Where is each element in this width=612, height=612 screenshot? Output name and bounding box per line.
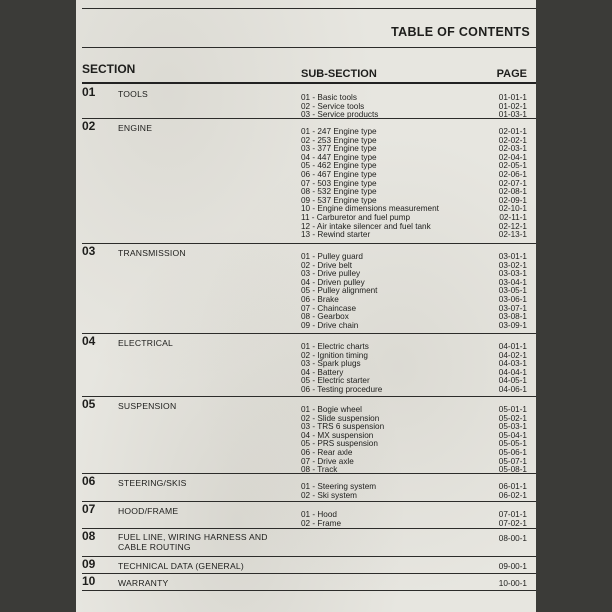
page-ref-02-6: 02-06-1 bbox=[498, 170, 527, 179]
page-ref-05-5: 05-05-1 bbox=[498, 439, 527, 449]
subsection-item-02-9: 09 - 537 Engine type bbox=[301, 195, 377, 205]
subsection-item-06-1: 01 - Steering system bbox=[301, 482, 377, 491]
page-ref-03-1: 03-01-1 bbox=[498, 252, 527, 261]
page-ref-10-1: 10-00-1 bbox=[498, 579, 527, 588]
section-number-04: 04 bbox=[82, 334, 96, 348]
subsection-item-05-5: 05 - PRS suspension bbox=[301, 439, 378, 449]
section-name-05: SUSPENSION bbox=[118, 401, 177, 411]
subsection-item-05-4: 04 - MX suspension bbox=[301, 430, 374, 440]
section-number-09: 09 bbox=[82, 557, 96, 571]
page-ref-07-1: 07-01-1 bbox=[498, 510, 527, 519]
section-name-07: HOOD/FRAME bbox=[118, 506, 179, 516]
subsection-item-03-9: 09 - Drive chain bbox=[301, 320, 359, 330]
page-ref-04-2: 04-02-1 bbox=[498, 350, 527, 360]
subsection-item-01-2: 02 - Service tools bbox=[301, 101, 365, 111]
page-ref-02-2: 02-02-1 bbox=[498, 135, 527, 145]
subsection-item-02-12: 12 - Air intake silencer and fuel tank bbox=[301, 221, 431, 231]
page-ref-04-5: 04-05-1 bbox=[498, 376, 527, 386]
subsection-item-07-2: 02 - Frame bbox=[301, 518, 342, 528]
page-ref-02-9: 02-09-1 bbox=[498, 195, 527, 205]
section-name-04: ELECTRICAL bbox=[118, 338, 174, 348]
subsection-item-03-2: 02 - Drive belt bbox=[301, 260, 352, 270]
page-ref-03-9: 03-09-1 bbox=[498, 320, 527, 330]
section-divider bbox=[82, 573, 536, 574]
page-ref-01-3: 01-03-1 bbox=[498, 110, 527, 120]
section-divider bbox=[82, 590, 536, 591]
subsection-item-02-13: 13 - Rewind starter bbox=[301, 230, 371, 240]
section-divider bbox=[82, 118, 536, 119]
subsection-item-04-4: 04 - Battery bbox=[301, 367, 344, 377]
page-ref-03-2: 03-02-1 bbox=[498, 260, 527, 270]
section-divider bbox=[82, 501, 536, 502]
section-number-10: 10 bbox=[82, 574, 96, 588]
page-ref-04-3: 04-03-1 bbox=[498, 359, 527, 369]
subsection-item-03-4: 04 - Driven pulley bbox=[301, 277, 365, 287]
header-rule bbox=[82, 82, 536, 84]
section-divider bbox=[82, 333, 536, 334]
subsection-item-04-6: 06 - Testing procedure bbox=[301, 385, 383, 394]
section-number-06: 06 bbox=[82, 474, 96, 488]
page-ref-02-5: 02-05-1 bbox=[498, 161, 527, 171]
subsection-item-02-1: 01 - 247 Engine type bbox=[301, 127, 377, 136]
section-divider bbox=[82, 243, 536, 244]
subsection-item-02-10: 10 - Engine dimensions measurement bbox=[301, 204, 439, 214]
subsection-item-02-5: 05 - 462 Engine type bbox=[301, 161, 377, 171]
page-ref-02-4: 02-04-1 bbox=[498, 152, 527, 162]
page-ref-09-1: 09-00-1 bbox=[498, 562, 527, 571]
subsection-item-02-8: 08 - 532 Engine type bbox=[301, 187, 377, 197]
subsection-item-05-6: 06 - Rear axle bbox=[301, 448, 353, 457]
section-number-03: 03 bbox=[82, 244, 96, 258]
subsection-item-01-3: 03 - Service products bbox=[301, 110, 379, 120]
page-ref-04-4: 04-04-1 bbox=[498, 367, 527, 377]
subsection-item-04-1: 01 - Electric charts bbox=[301, 342, 369, 351]
subsection-item-02-2: 02 - 253 Engine type bbox=[301, 135, 377, 145]
subsection-item-04-5: 05 - Electric starter bbox=[301, 376, 370, 386]
page-ref-05-3: 05-03-1 bbox=[498, 422, 527, 432]
page-ref-04-1: 04-01-1 bbox=[498, 342, 527, 351]
page-ref-01-2: 01-02-1 bbox=[498, 101, 527, 111]
page-ref-05-6: 05-06-1 bbox=[498, 448, 527, 457]
section-name-01: TOOLS bbox=[118, 89, 148, 99]
section-header: SECTION bbox=[82, 62, 136, 76]
subsection-item-05-1: 01 - Bogie wheel bbox=[301, 405, 362, 414]
page-ref-02-1: 02-01-1 bbox=[498, 127, 527, 136]
section-number-02: 02 bbox=[82, 119, 96, 133]
subsection-header: SUB-SECTION bbox=[301, 68, 377, 80]
page-ref-05-4: 05-04-1 bbox=[498, 430, 527, 440]
subsection-item-03-7: 07 - Chaincase bbox=[301, 303, 357, 313]
page-ref-02-8: 02-08-1 bbox=[498, 187, 527, 197]
subsection-item-03-1: 01 - Pulley guard bbox=[301, 252, 363, 261]
page-ref-05-1: 05-01-1 bbox=[498, 405, 527, 414]
subsection-item-03-8: 08 - Gearbox bbox=[301, 312, 349, 322]
page-ref-05-7: 05-07-1 bbox=[498, 456, 527, 466]
subsection-item-02-6: 06 - 467 Engine type bbox=[301, 170, 377, 179]
section-name-02: ENGINE bbox=[118, 123, 153, 133]
page-ref-08-1: 08-00-1 bbox=[498, 534, 527, 543]
subsection-item-04-3: 03 - Spark plugs bbox=[301, 359, 361, 369]
page-ref-05-8: 05-08-1 bbox=[498, 465, 527, 475]
section-divider bbox=[82, 473, 536, 474]
page-ref-03-6: 03-06-1 bbox=[498, 295, 527, 304]
document-page bbox=[76, 0, 536, 612]
section-divider bbox=[82, 556, 536, 557]
subsection-item-03-3: 03 - Drive pulley bbox=[301, 269, 361, 279]
title-rule bbox=[82, 47, 536, 48]
section-divider bbox=[82, 528, 536, 529]
page-ref-03-4: 03-04-1 bbox=[498, 277, 527, 287]
page-ref-02-10: 02-10-1 bbox=[498, 204, 527, 214]
subsection-item-01-1: 01 - Basic tools bbox=[301, 93, 357, 102]
section-number-08: 08 bbox=[82, 529, 96, 543]
page-ref-04-6: 04-06-1 bbox=[498, 385, 527, 394]
page-ref-01-1: 01-01-1 bbox=[498, 93, 527, 102]
section-number-07: 07 bbox=[82, 502, 96, 516]
page-ref-02-3: 02-03-1 bbox=[498, 144, 527, 154]
section-name-06: STEERING/SKIS bbox=[118, 478, 187, 488]
section-name-08: FUEL LINE, WIRING HARNESS AND CABLE ROUTING bbox=[118, 532, 268, 552]
subsection-item-04-2: 02 - Ignition timing bbox=[301, 350, 368, 360]
section-number-05: 05 bbox=[82, 397, 96, 411]
subsection-item-03-5: 05 - Pulley alignment bbox=[301, 286, 378, 296]
subsection-item-02-7: 07 - 503 Engine type bbox=[301, 178, 377, 188]
subsection-item-06-2: 02 - Ski system bbox=[301, 490, 357, 500]
top-rule bbox=[82, 8, 536, 9]
page-header: PAGE bbox=[496, 68, 527, 80]
page-ref-06-2: 06-02-1 bbox=[498, 490, 527, 500]
subsection-item-07-1: 01 - Hood bbox=[301, 510, 337, 519]
page-ref-05-2: 05-02-1 bbox=[498, 413, 527, 423]
subsection-item-05-8: 08 - Track bbox=[301, 465, 338, 475]
section-name-03: TRANSMISSION bbox=[118, 248, 186, 258]
section-number-01: 01 bbox=[82, 85, 96, 99]
subsection-item-02-4: 04 - 447 Engine type bbox=[301, 152, 377, 162]
subsection-item-05-2: 02 - Slide suspension bbox=[301, 413, 380, 423]
page-ref-02-12: 02-12-1 bbox=[498, 221, 527, 231]
page-ref-06-1: 06-01-1 bbox=[498, 482, 527, 491]
subsection-item-05-7: 07 - Drive axle bbox=[301, 456, 354, 466]
page-ref-02-7: 02-07-1 bbox=[498, 178, 527, 188]
page-ref-02-11: 02-11-1 bbox=[499, 213, 527, 222]
page-title: TABLE OF CONTENTS bbox=[391, 25, 530, 39]
subsection-item-02-3: 03 - 377 Engine type bbox=[301, 144, 377, 154]
subsection-item-03-6: 06 - Brake bbox=[301, 295, 339, 304]
page-ref-02-13: 02-13-1 bbox=[498, 230, 527, 240]
page-ref-07-2: 07-02-1 bbox=[498, 518, 527, 528]
section-name-10: WARRANTY bbox=[118, 578, 169, 588]
subsection-item-05-3: 03 - TRS 6 suspension bbox=[301, 422, 385, 432]
page-ref-03-7: 03-07-1 bbox=[498, 303, 527, 313]
subsection-item-02-11: 11 - Carburetor and fuel pump bbox=[301, 213, 411, 222]
section-name-09: TECHNICAL DATA (GENERAL) bbox=[118, 561, 244, 571]
section-divider bbox=[82, 396, 536, 397]
page-ref-03-5: 03-05-1 bbox=[498, 286, 527, 296]
page-ref-03-3: 03-03-1 bbox=[498, 269, 527, 279]
page-ref-03-8: 03-08-1 bbox=[498, 312, 527, 322]
